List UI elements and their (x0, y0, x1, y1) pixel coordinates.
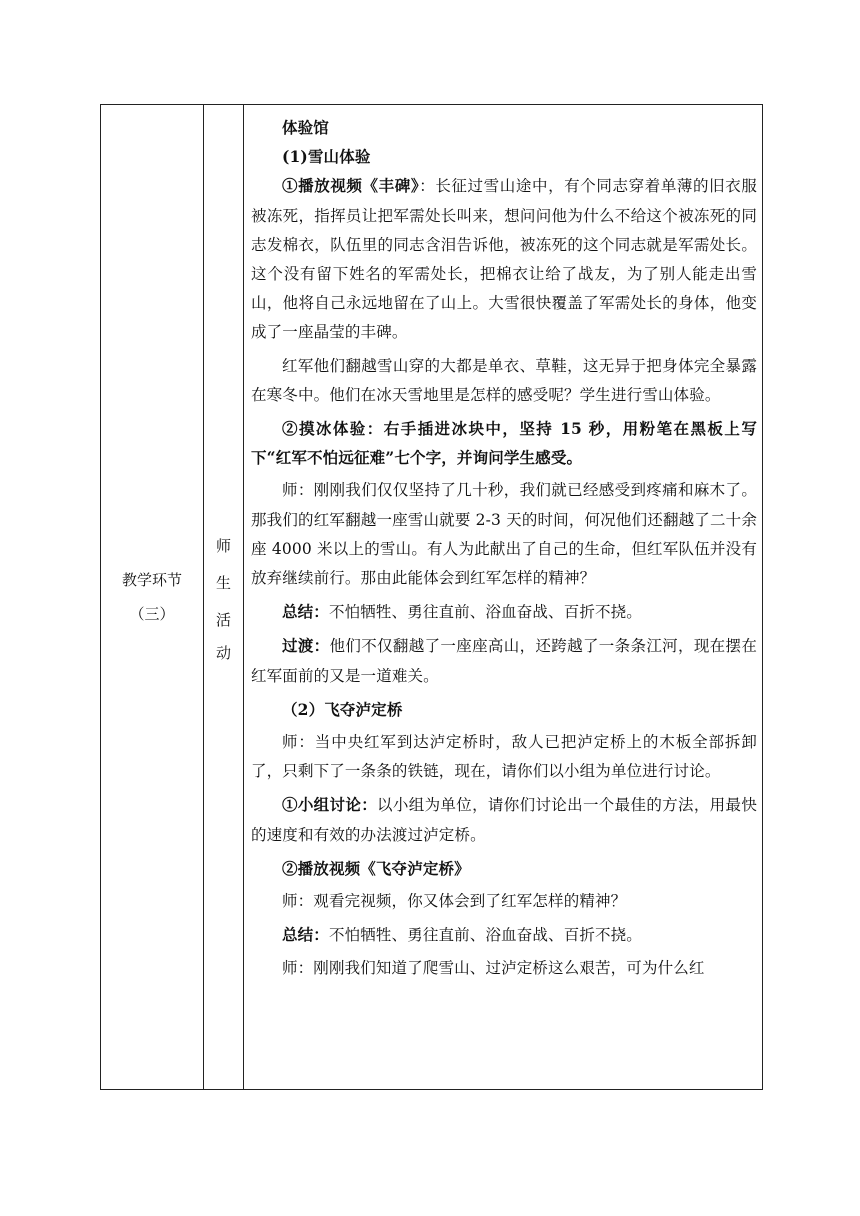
paragraph-transition (251, 631, 757, 690)
lead-text: 总结： (282, 925, 329, 945)
subheading-snow-mountain: (1)雪山体验 (282, 147, 371, 167)
paragraph-teacher-4: 师：刚刚我们知道了爬雪山、过泸定桥这么艰苦，可为什么红 (282, 959, 705, 978)
role-char: 生 (215, 574, 231, 592)
body-text: 他们不仅翻越了一座座高山，还跨越了一条条江河，现在摆在红军面前的又是一道难关。 (251, 637, 758, 685)
paragraph-teacher-1: 师：刚刚我们仅仅坚持了几十秒，我们就已经感受到疼痛和麻木了。那我们的红军翻越一座雪山就要 2-3 天的时间，何况他们还翻越了二十余座 4000 米以上的雪山。有人为此献出了自己的生命，但红军队伍并没有放弃继续前行。那由此能体会到红军怎样的精神？ (251, 481, 757, 588)
body-text: ：长征过雪山途中，有个同志穿着单薄的旧衣服被冻死，指挥员让把军需处长叫来，想问问他为什么不给这个被冻死的同志发棉衣，队伍里的同志含泪告诉他，被冻死的这个同志就是军需处长。这个没有留下姓名的军需处长，把棉衣让给了战友，为了别人能走出雪山，他将自己永远地留在了山上。大雪很快覆盖了军需处长的身体，他变成了一座晶莹的丰碑。 (251, 177, 757, 342)
paragraph-teacher-2: 师：当中央红军到达泸定桥时，敌人已把泸定桥上的木板全部拆卸了，只剩下了一条条的铁链，现在，请你们以小组为单位进行讨论。 (251, 733, 757, 781)
lesson-table (100, 104, 763, 1090)
section-title: 体验馆 (282, 118, 329, 137)
subheading-luding-bridge: （2）飞夺泸定桥 (282, 699, 403, 719)
role-char: 活 (215, 611, 231, 629)
body-text: 不怕牺牲、勇往直前、浴血奋战、百折不挠。 (328, 603, 642, 622)
section-sub: （三） (129, 605, 175, 623)
paragraph-snow-experience: 红军他们翻越雪山穿的大都是单衣、草鞋，这无异于把身体完全暴露在寒冬中。他们在冰天雪地里是怎样的感受呢？学生进行雪山体验。 (251, 356, 757, 404)
activity-content (251, 113, 757, 984)
lead-text: 过渡： (282, 636, 330, 656)
lead-text: ①播放视频《丰碑》 (282, 176, 420, 196)
lead-text: ①小组讨论： (282, 795, 378, 815)
body-text: 以小组为单位，请你们讨论出一个最佳的方法，用最快的速度和有效的办法渡过泸定桥。 (251, 796, 757, 844)
paragraph-video-fengbei (251, 171, 757, 347)
paragraph-summary-2 (251, 920, 757, 950)
paragraph-summary-1 (251, 597, 757, 627)
role-column (204, 105, 244, 1089)
body-text: 不怕牺牲、勇往直前、浴血奋战、百折不挠。 (328, 926, 642, 945)
role-char: 师 (215, 537, 231, 555)
section-column (101, 105, 204, 1089)
role-char: 动 (215, 644, 231, 662)
lead-text: 总结： (282, 602, 329, 622)
paragraph-teacher-3: 师：观看完视频，你又体会到了红军怎样的精神？ (282, 892, 627, 911)
paragraph-ice-experience: ②摸冰体验：右手插进冰块中，坚持 15 秒，用粉笔在黑板上写下“红军不怕远征难”七个字，并询问学生感受。 (251, 419, 757, 468)
section-label: 教学环节 (121, 571, 182, 589)
paragraph-group-discussion (251, 790, 757, 849)
paragraph-video-luding: ②播放视频《飞夺泸定桥》 (282, 858, 470, 878)
